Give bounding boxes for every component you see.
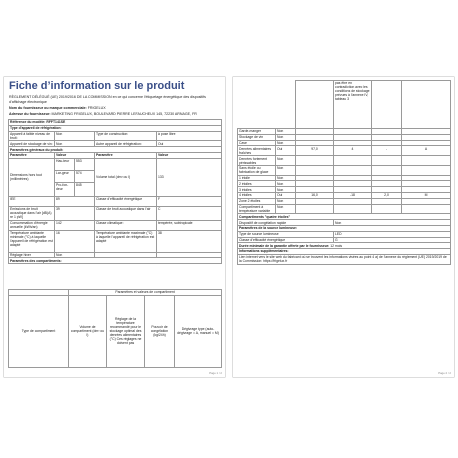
header-cell: Valeur <box>55 152 95 158</box>
cell: Classe de bruit acoustique dans l’air <box>95 206 157 220</box>
cell: Non <box>55 141 95 147</box>
cell: 1 étoile <box>238 175 276 181</box>
table-row <box>9 196 222 206</box>
cell: 39 <box>55 206 95 220</box>
cell <box>402 156 451 166</box>
dims-label: Dimensions hors tout (millimètres) <box>9 158 55 196</box>
cell: 38 <box>157 230 222 252</box>
cell: IEE <box>9 196 55 206</box>
cell: - <box>372 146 402 156</box>
cell: Classe climatique: <box>95 220 157 230</box>
cell: 4 <box>334 146 372 156</box>
cell: 553 <box>75 158 95 170</box>
compartment-head-table <box>8 289 222 368</box>
cell: G <box>334 237 451 243</box>
cell: Oui <box>276 193 296 199</box>
cell: 16,0 <box>296 193 334 199</box>
table-row <box>238 146 451 156</box>
table-row <box>9 230 222 252</box>
model-label: Référence du modèle: <box>10 120 46 125</box>
cell: Garde-manger <box>238 129 276 135</box>
cell: Hau-teur <box>55 158 75 170</box>
table-row <box>238 156 451 166</box>
cell: C <box>157 206 222 220</box>
cell: Classe d’efficacité énergétique <box>238 237 334 243</box>
header-cell: Paramètre <box>95 152 157 158</box>
cell: Appareil de stockage de vin: <box>10 141 53 146</box>
cell: M <box>402 193 451 199</box>
cell: A <box>402 146 451 156</box>
cell: Température ambiante maximale (°C) à laquelle l’appareil de réfrigération est adapté <box>95 230 157 252</box>
light-source-label: Paramètres de la source lumineuse: <box>238 225 451 231</box>
cell: Autre appareil de réfrigération: <box>95 141 157 147</box>
cell: 89 <box>55 196 95 206</box>
cell: Non <box>334 220 451 226</box>
table-row <box>9 220 222 230</box>
table-row <box>238 204 451 214</box>
supplier-name-row <box>9 106 106 110</box>
cell: Compartiment à température variable <box>238 204 276 214</box>
cell: Type de construction: <box>95 131 157 141</box>
cell <box>296 165 334 175</box>
cell: 2 étoiles <box>238 181 276 187</box>
cell: Réglage hiver <box>9 252 55 258</box>
page-2 <box>233 77 454 377</box>
cell: -18 <box>334 193 372 199</box>
page-number: Page 2 / 2 <box>438 371 451 375</box>
cell: 2,0 <box>372 193 402 199</box>
appliance-type-label: Type d’appareil de réfrigération: <box>9 125 222 131</box>
model-value: RFFT141SE <box>46 120 66 125</box>
supplier-address-row <box>9 112 197 116</box>
cell: 3 étoiles <box>238 187 276 193</box>
supplier-name: FRIGELUX <box>87 106 106 110</box>
four-star-label: Compartiments "quatre étoiles" <box>238 214 451 220</box>
cell <box>296 204 334 214</box>
cell: Émissions de bruit acoustique dans l’air [dB(A) re 1 pW] <box>9 206 55 220</box>
cell: Appareil à faible niveau de bruit: <box>9 131 55 141</box>
manufacturer-link[interactable]: https://frigelux.fr <box>263 259 288 264</box>
warranty-label: Durée minimale de la garantie offerte par le fournisseur: <box>239 243 330 248</box>
compartment-subheader: Paramètres et valeurs de compartiment <box>69 290 222 296</box>
header-cell: Type de compartiment <box>9 295 69 367</box>
header-cell: Paramètre <box>9 152 55 158</box>
cell: Non <box>276 175 296 181</box>
volume-label: Volume total (dm³ ou l) <box>95 158 157 196</box>
cell: tempérée, subtropicale <box>157 220 222 230</box>
cell: 97,0 <box>296 146 334 156</box>
cell: Oui <box>157 141 222 147</box>
page-1 <box>4 77 225 377</box>
cell: Non <box>276 198 296 204</box>
cell: Non <box>276 187 296 193</box>
compartments-label: Paramètres des compartiments: <box>9 258 222 264</box>
continued-header-text: pas être en contradiction avec les conditions de stockage prévues à l’annexe IV, tableau 3 <box>334 81 372 129</box>
cell: Non <box>276 134 296 140</box>
supplier-address: MARKETING FRIGELUX, BOULEVARD PIERRE LEFAUCHEUX 145, 72230 ARNAGE, FR <box>51 112 197 116</box>
supplier-name-label: Nom du fournisseur ou marque commerciale: <box>9 106 87 110</box>
warranty-value: 12 mois <box>330 243 343 248</box>
header-cell: Volume de compartiment (dm³ ou l) <box>69 295 107 367</box>
cell: Classe d’efficacité énergétique <box>95 196 157 206</box>
cell <box>334 165 372 175</box>
cell: Zone 2 étoiles <box>238 198 276 204</box>
cell: Non <box>276 165 296 175</box>
header-cell: Dégivrage type (auto-dégivrage = A, manuel = M) <box>175 295 222 367</box>
cell: F <box>157 196 222 206</box>
cell: Température ambiante minimale (°C) à laquelle l’appareil de réfrigération est adapté <box>9 230 55 252</box>
header-cell: Valeur <box>157 152 222 158</box>
table-row <box>238 165 451 175</box>
cell <box>372 165 402 175</box>
cell: Lar-geur <box>55 170 75 182</box>
cell: LED <box>334 231 451 237</box>
cell: Denrées fortement périssables <box>238 156 276 166</box>
page-number: Page 1 / 2 <box>209 371 222 375</box>
cell: Dispositif de congélation rapide <box>238 220 334 226</box>
page-title: Fiche d’information sur le produit <box>9 80 185 92</box>
table-row <box>9 131 222 141</box>
cell: Oui <box>276 146 296 156</box>
cell <box>334 156 372 166</box>
cell: Non <box>276 156 296 166</box>
supplier-address-label: Adresse du fournisseur: <box>9 112 51 116</box>
cell: 574 <box>75 170 95 182</box>
cell: Non <box>55 252 95 258</box>
cell <box>402 165 451 175</box>
cell <box>296 156 334 166</box>
cell: Non <box>276 204 296 214</box>
cell: 845 <box>75 182 95 196</box>
regulation-text: RÈGLEMENT DÉLÉGUÉ (UE) 2019/2016 DE LA COMMISSION en ce qui concerne l’étiquetage énergétique des dispositifs d’affichage électronique <box>9 95 206 104</box>
header-cell: Réglage de la température recommandé pour le stockage optimal des denrées alimentaires (°C) Ces réglages ne doivent pas <box>107 295 145 367</box>
cell: Cave <box>238 140 276 146</box>
cell: Stockage de vin <box>238 134 276 140</box>
cell: 4 étoiles <box>238 193 276 199</box>
general-label: Paramètres généraux du produit: <box>9 147 222 153</box>
cell: Sans étoile ou fabrication de glace <box>238 165 276 175</box>
cell: Non <box>276 140 296 146</box>
table-row <box>9 206 222 220</box>
cell: Non <box>276 129 296 135</box>
cell: Pro-fon-deur <box>55 182 75 196</box>
compartment-table <box>237 80 451 265</box>
volume-value: 133 <box>157 158 222 196</box>
additional-info-label: Informations supplémentaires: <box>238 249 451 255</box>
cell: Type de source lumineuse <box>238 231 334 237</box>
header-cell: Pouvoir de congélation (kg/24h) <box>145 295 175 367</box>
cell: Denrées alimentaires fraîches <box>238 146 276 156</box>
cell <box>402 204 451 214</box>
cell: 16 <box>55 230 95 252</box>
cell: Consommation d’énergie annuelle (kWh/an) <box>9 220 55 230</box>
cell <box>334 204 372 214</box>
cell: Non <box>276 181 296 187</box>
cell <box>372 156 402 166</box>
cell: à pose libre <box>157 131 222 141</box>
cell <box>372 204 402 214</box>
general-table <box>8 119 222 264</box>
cell: Non <box>55 131 95 141</box>
cell: 142 <box>55 220 95 230</box>
additional-info-text: Lien internet vers le site web du fabricant où se trouvent les informations visées au point 4 a) de l’annexe du règlement (UE) 2019/2019 de la Commission: <box>239 255 447 264</box>
